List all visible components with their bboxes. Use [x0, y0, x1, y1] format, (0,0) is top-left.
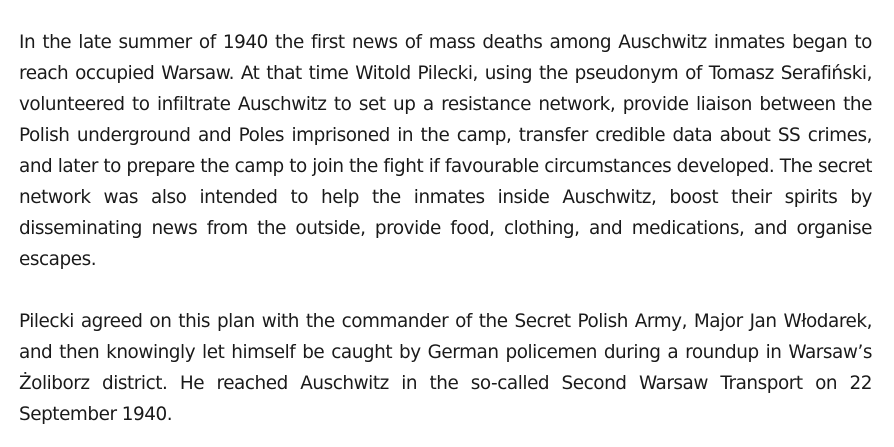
- paragraph-1: In the late summer of 1940 the first news of mass deaths among Auschwitz inmates began to reach occupied Warsaw. At that time Witold Pilecki, using the pseudonym of Tomasz Serafiński, volunteered to infiltrate Auschwitz to set up a resistance network, provide liaison between the Polish underground and Poles imprisoned in the camp, transfer credible data about SS crimes, and later to prepare the camp to join the fight if favourable circumstances developed. The secret network was also intended to help the inmates inside Auschwitz, boost their spirits by disseminating news from the outside, provide food, clothing, and medications, and organise escapes.: [19, 32, 872, 270]
- paragraph-2: Pilecki agreed on this plan with the commander of the Secret Polish Army, Major Jan Włodarek, and then knowingly let himself be caught by German policemen during a roundup in Warsaw’s Żoliborz district. He reached Auschwitz in the so-called Second Warsaw Transport on 22 September 1940.: [19, 311, 872, 425]
- article-body: [19, 27, 872, 430]
